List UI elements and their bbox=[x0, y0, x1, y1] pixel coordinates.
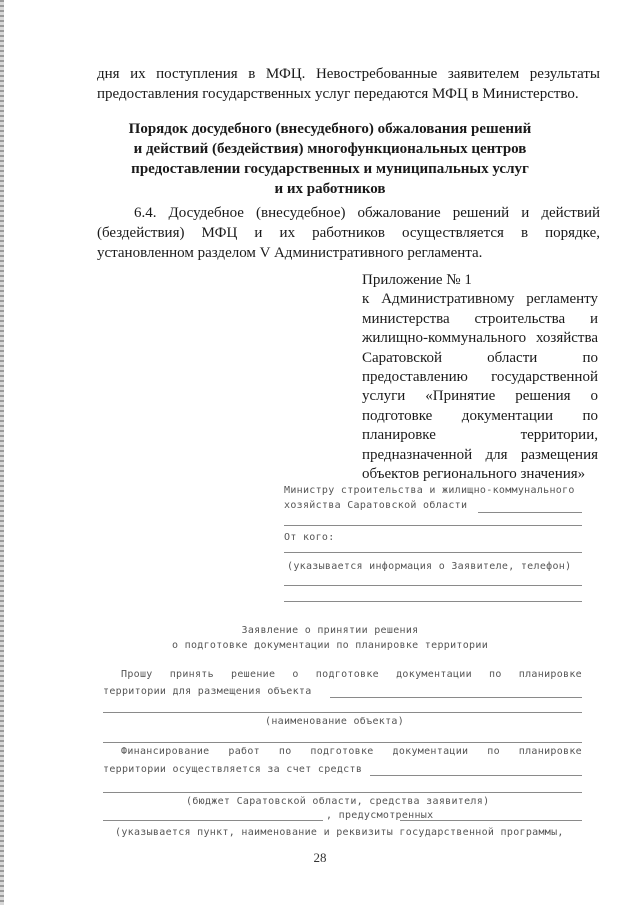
section-heading-line-4: и их работников bbox=[274, 181, 386, 197]
appendix-line: министерства строительства и bbox=[362, 310, 598, 327]
section-heading-line-3: предоставлении государственных и муниципальных услуг bbox=[131, 161, 529, 177]
appendix-line: жилищно-коммунального хозяйства bbox=[362, 330, 598, 347]
appendix-line: объектов регионального значения» bbox=[362, 466, 586, 483]
from-blank-line bbox=[284, 552, 582, 553]
object-blank-line bbox=[330, 697, 582, 698]
page-number: 28 bbox=[313, 850, 327, 865]
clause-line-3: установленном разделом V Административного регламента. bbox=[97, 245, 483, 261]
form-finance-line-1: Финансирование работ по подготовке документации по планировке bbox=[121, 746, 582, 757]
section-heading-line-2: и действий (бездействия) многофункциональных центров bbox=[133, 141, 527, 157]
scan-edge bbox=[0, 0, 4, 905]
object-blank-line-2 bbox=[103, 712, 582, 713]
finance-blank-line-2 bbox=[103, 792, 582, 793]
form-addressee-line-2: хозяйства Саратовской области bbox=[284, 500, 468, 511]
appendix-line: услуги «Принятие решения о bbox=[362, 388, 598, 405]
form-addressee-line-1: Министру строительства и жилищно-коммунального bbox=[284, 485, 575, 496]
form-request-line-1: Прошу принять решение о подготовке документации по планировке bbox=[121, 669, 582, 680]
applicant-blank-line-2 bbox=[284, 601, 582, 602]
appendix-line: Саратовской области по bbox=[362, 349, 598, 366]
form-title-line-2: о подготовке документации по планировке территории bbox=[171, 640, 489, 651]
form-object-hint: (наименование объекта) bbox=[265, 716, 405, 727]
appendix-line: предоставлению государственной bbox=[362, 369, 598, 386]
top-paragraph-line-1: дня их поступления в МФЦ. Невостребованные заявителем результаты bbox=[97, 66, 600, 82]
section-heading bbox=[100, 119, 560, 199]
form-budget-hint: (бюджет Саратовской области, средства заявителя) bbox=[186, 796, 490, 807]
section-heading-line-1: Порядок досудебного (внесудебного) обжалования решений bbox=[128, 121, 532, 137]
appendix-line: к Административному регламенту bbox=[362, 291, 598, 308]
form-from-label: От кого: bbox=[284, 532, 335, 543]
clause-line-1: 6.4. Досудебное (внесудебное) обжалование решений и действий bbox=[134, 205, 600, 221]
form-provided: , предусмотренных bbox=[326, 810, 434, 821]
finance-top-line bbox=[103, 742, 582, 743]
form-program-hint: (указывается пункт, наименование и реквизиты государственной программы, bbox=[115, 827, 564, 838]
provided-blank-line-2 bbox=[400, 820, 582, 821]
form-applicant-hint: (указывается информация о Заявителе, телефон) bbox=[287, 561, 572, 572]
appendix-line: предназначенной для размещения bbox=[362, 446, 598, 463]
clause-line-2: (бездействия) МФЦ и их работников осуществляется в порядке, bbox=[97, 225, 600, 241]
form-finance-line-2: территории осуществляется за счет средств bbox=[103, 764, 363, 775]
appendix-title: Приложение № 1 bbox=[362, 272, 472, 288]
applicant-blank-line bbox=[284, 585, 582, 586]
form-request-line-2: территории для размещения объекта bbox=[103, 686, 312, 697]
appendix-block bbox=[362, 271, 598, 484]
appendix-line: планировке территории, bbox=[362, 427, 598, 444]
addressee-blank-line-2 bbox=[284, 525, 582, 526]
finance-blank-line bbox=[370, 775, 582, 776]
addressee-blank-line bbox=[478, 512, 582, 513]
top-paragraph-line-2: предоставления государственных услуг передаются МФЦ в Министерство. bbox=[97, 86, 579, 102]
provided-blank-line bbox=[103, 820, 323, 821]
appendix-line: подготовке документации по bbox=[362, 407, 598, 424]
form-title-line-1: Заявление о принятии решения bbox=[241, 625, 419, 636]
